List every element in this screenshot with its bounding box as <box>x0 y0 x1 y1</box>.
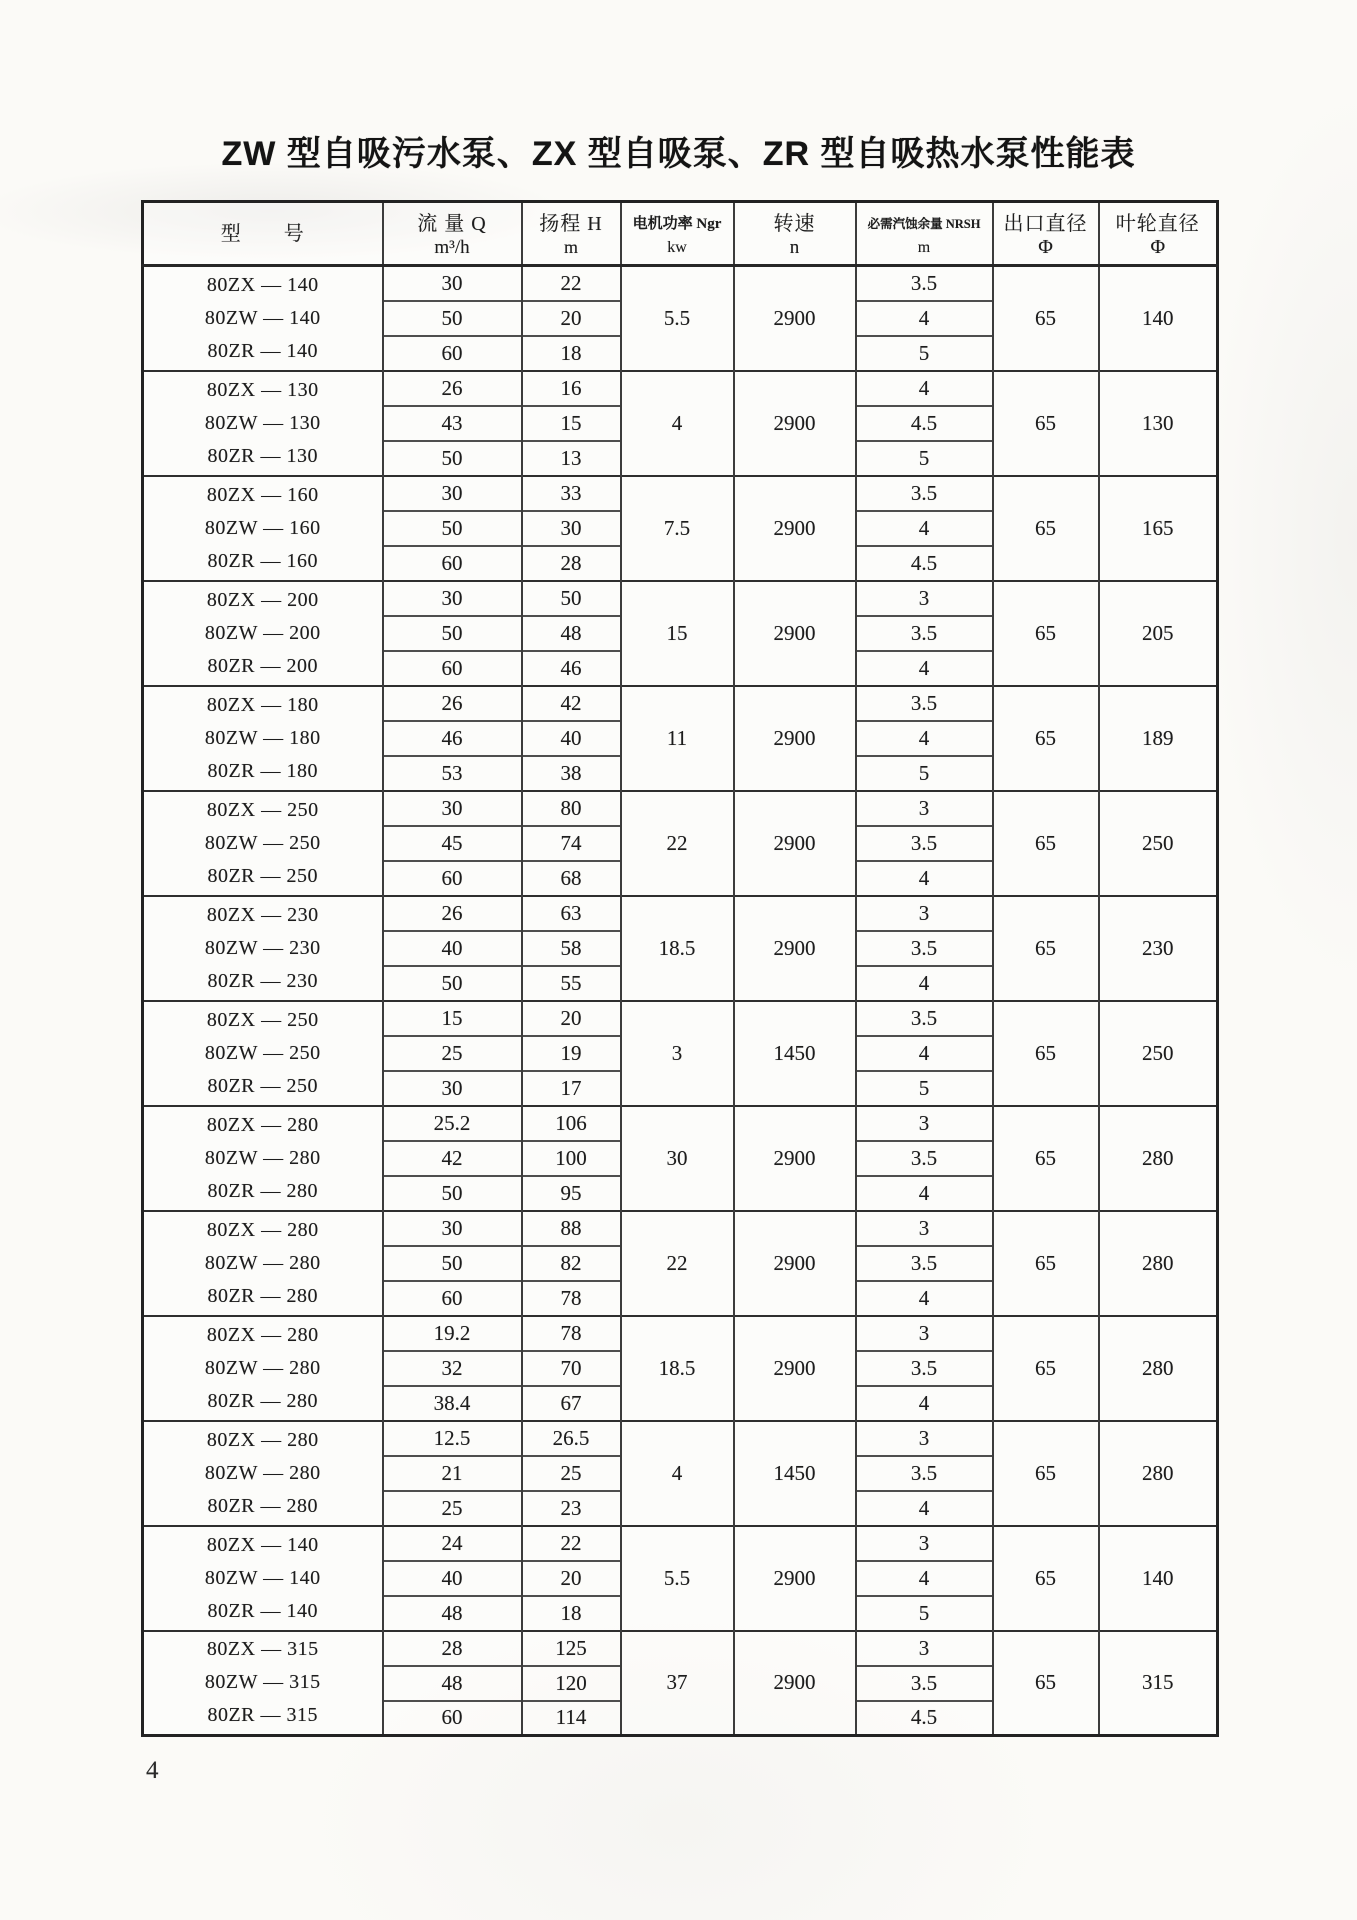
col-header-unit: kw <box>667 238 687 256</box>
npsh-value: 3.5 <box>856 931 993 966</box>
head-value: 78 <box>522 1316 621 1351</box>
col-header-outlet <box>993 202 1099 266</box>
model-cell <box>143 896 383 1001</box>
head-value: 33 <box>522 476 621 511</box>
model-name: 80ZR — 280 <box>207 1179 319 1202</box>
speed-value: 2900 <box>734 581 856 686</box>
model-name: 80ZX — 250 <box>206 798 319 821</box>
flow-value: 60 <box>383 651 522 686</box>
flow-value: 15 <box>383 1001 522 1036</box>
flow-value: 21 <box>383 1456 522 1491</box>
speed-value: 2900 <box>734 1316 856 1421</box>
flow-value: 50 <box>383 1176 522 1211</box>
npsh-value: 4 <box>856 1491 993 1526</box>
table-row <box>143 371 1218 406</box>
impeller-diameter-value: 280 <box>1099 1421 1218 1526</box>
head-value: 23 <box>522 1491 621 1526</box>
impeller-diameter-value: 140 <box>1099 266 1218 371</box>
npsh-value: 3 <box>856 1211 993 1246</box>
model-name: 80ZW — 230 <box>204 936 321 959</box>
model-name: 80ZW — 280 <box>204 1251 321 1274</box>
col-header-head <box>522 202 621 266</box>
model-name: 80ZR — 140 <box>207 1599 319 1622</box>
head-value: 30 <box>522 511 621 546</box>
npsh-value: 4.5 <box>856 546 993 581</box>
speed-value: 2900 <box>734 476 856 581</box>
model-cell <box>143 266 383 371</box>
head-value: 67 <box>522 1386 621 1421</box>
page-title: ZW 型自吸污水泵、ZX 型自吸泵、ZR 型自吸热水泵性能表 <box>221 135 1136 173</box>
impeller-diameter-value: 189 <box>1099 686 1218 791</box>
head-value: 19 <box>522 1036 621 1071</box>
flow-value: 45 <box>383 826 522 861</box>
speed-value: 1450 <box>734 1421 856 1526</box>
npsh-value: 3 <box>856 1631 993 1666</box>
flow-value: 46 <box>383 721 522 756</box>
model-name: 80ZR — 140 <box>207 339 319 362</box>
npsh-value: 5 <box>856 441 993 476</box>
outlet-diameter-value: 65 <box>993 1211 1099 1316</box>
col-header-unit: m <box>917 238 931 256</box>
head-value: 28 <box>522 546 621 581</box>
npsh-value: 3 <box>856 1106 993 1141</box>
flow-value: 60 <box>383 336 522 371</box>
model-cell <box>143 686 383 791</box>
head-value: 106 <box>522 1106 621 1141</box>
outlet-diameter-value: 65 <box>993 371 1099 476</box>
speed-value: 2900 <box>734 1526 856 1631</box>
head-value: 74 <box>522 826 621 861</box>
npsh-value: 3.5 <box>856 1666 993 1701</box>
model-name: 80ZX — 130 <box>206 378 319 401</box>
npsh-value: 4 <box>856 1176 993 1211</box>
head-value: 114 <box>522 1701 621 1736</box>
outlet-diameter-value: 65 <box>993 1631 1099 1736</box>
table-row <box>143 1001 1218 1036</box>
head-value: 20 <box>522 1561 621 1596</box>
model-name: 80ZW — 315 <box>204 1671 321 1694</box>
speed-value: 2900 <box>734 896 856 1001</box>
model-name: 80ZR — 280 <box>207 1389 319 1412</box>
model-cell <box>143 1001 383 1106</box>
header-row <box>143 202 1218 266</box>
table-row <box>143 1631 1218 1666</box>
outlet-diameter-value: 65 <box>993 1316 1099 1421</box>
head-value: 25 <box>522 1456 621 1491</box>
model-name: 80ZR — 280 <box>207 1284 319 1307</box>
outlet-diameter-value: 65 <box>993 581 1099 686</box>
table-row <box>143 1211 1218 1246</box>
impeller-diameter-value: 230 <box>1099 896 1218 1001</box>
head-value: 17 <box>522 1071 621 1106</box>
head-value: 58 <box>522 931 621 966</box>
col-header-unit: Φ <box>1038 235 1053 258</box>
flow-value: 32 <box>383 1351 522 1386</box>
col-header-impeller <box>1099 202 1218 266</box>
model-name: 80ZR — 280 <box>207 1494 319 1517</box>
npsh-value: 3.5 <box>856 686 993 721</box>
col-header-label: 流 量 Q <box>417 212 487 235</box>
head-value: 95 <box>522 1176 621 1211</box>
power-value: 22 <box>621 1211 734 1316</box>
npsh-value: 3 <box>856 1316 993 1351</box>
model-cell <box>143 476 383 581</box>
model-name: 80ZW — 280 <box>204 1146 321 1169</box>
impeller-diameter-value: 280 <box>1099 1316 1218 1421</box>
model-name: 80ZW — 250 <box>204 1041 321 1064</box>
table-row <box>143 686 1218 721</box>
npsh-value: 3.5 <box>856 1351 993 1386</box>
flow-value: 60 <box>383 546 522 581</box>
model-name: 80ZR — 160 <box>207 549 319 572</box>
table-row <box>143 581 1218 616</box>
flow-value: 19.2 <box>383 1316 522 1351</box>
npsh-value: 5 <box>856 1071 993 1106</box>
table-row <box>143 1106 1218 1141</box>
outlet-diameter-value: 65 <box>993 1001 1099 1106</box>
col-header-label: 扬程 H <box>539 212 603 235</box>
table-row <box>143 791 1218 826</box>
head-value: 120 <box>522 1666 621 1701</box>
flow-value: 50 <box>383 301 522 336</box>
speed-value: 2900 <box>734 1211 856 1316</box>
flow-value: 48 <box>383 1596 522 1631</box>
col-header-label: 叶轮直径 <box>1115 212 1200 235</box>
power-value: 5.5 <box>621 1526 734 1631</box>
flow-value: 30 <box>383 791 522 826</box>
model-name: 80ZW — 140 <box>204 306 321 329</box>
flow-value: 50 <box>383 511 522 546</box>
power-value: 5.5 <box>621 266 734 371</box>
col-header-power <box>621 202 734 266</box>
power-value: 7.5 <box>621 476 734 581</box>
impeller-diameter-value: 140 <box>1099 1526 1218 1631</box>
model-name: 80ZW — 200 <box>204 621 321 644</box>
model-name: 80ZX — 250 <box>206 1008 319 1031</box>
flow-value: 50 <box>383 1246 522 1281</box>
flow-value: 40 <box>383 1561 522 1596</box>
impeller-diameter-value: 130 <box>1099 371 1218 476</box>
head-value: 20 <box>522 1001 621 1036</box>
col-header-unit: m³/h <box>434 236 470 258</box>
col-header-speed <box>734 202 856 266</box>
head-value: 26.5 <box>522 1421 621 1456</box>
flow-value: 30 <box>383 1071 522 1106</box>
head-value: 82 <box>522 1246 621 1281</box>
model-cell <box>143 581 383 686</box>
head-value: 20 <box>522 301 621 336</box>
outlet-diameter-value: 65 <box>993 1106 1099 1211</box>
head-value: 80 <box>522 791 621 826</box>
npsh-value: 3 <box>856 581 993 616</box>
model-name: 80ZR — 130 <box>207 444 319 467</box>
table-row <box>143 1526 1218 1561</box>
model-cell <box>143 371 383 476</box>
head-value: 70 <box>522 1351 621 1386</box>
npsh-value: 4 <box>856 1386 993 1421</box>
model-name: 80ZX — 280 <box>206 1113 319 1136</box>
outlet-diameter-value: 65 <box>993 1526 1099 1631</box>
npsh-value: 3 <box>856 1421 993 1456</box>
model-cell <box>143 1421 383 1526</box>
flow-value: 25 <box>383 1036 522 1071</box>
model-name: 80ZX — 280 <box>206 1218 319 1241</box>
npsh-value: 4 <box>856 721 993 756</box>
model-name: 80ZR — 315 <box>207 1704 319 1727</box>
col-header-label: 必需汽蚀余量 NRSH <box>867 216 981 231</box>
col-header-unit: n <box>789 236 800 258</box>
npsh-value: 3.5 <box>856 616 993 651</box>
head-value: 15 <box>522 406 621 441</box>
flow-value: 53 <box>383 756 522 791</box>
table-header <box>143 202 1218 266</box>
head-value: 38 <box>522 756 621 791</box>
npsh-value: 4 <box>856 966 993 1001</box>
power-value: 3 <box>621 1001 734 1106</box>
impeller-diameter-value: 165 <box>1099 476 1218 581</box>
model-cell <box>143 1631 383 1736</box>
model-name: 80ZR — 250 <box>207 1074 319 1097</box>
npsh-value: 5 <box>856 1596 993 1631</box>
npsh-value: 4 <box>856 1281 993 1316</box>
model-name: 80ZR — 180 <box>207 759 319 782</box>
col-header-unit: m <box>563 236 578 257</box>
head-value: 18 <box>522 1596 621 1631</box>
col-header-model <box>143 202 383 266</box>
impeller-diameter-value: 205 <box>1099 581 1218 686</box>
flow-value: 48 <box>383 1666 522 1701</box>
head-value: 16 <box>522 371 621 406</box>
flow-value: 28 <box>383 1631 522 1666</box>
col-header-unit: Φ <box>1150 235 1166 258</box>
table-row <box>143 896 1218 931</box>
head-value: 13 <box>522 441 621 476</box>
npsh-value: 5 <box>856 756 993 791</box>
head-value: 48 <box>522 616 621 651</box>
flow-value: 26 <box>383 371 522 406</box>
npsh-value: 4 <box>856 651 993 686</box>
flow-value: 38.4 <box>383 1386 522 1421</box>
model-name: 80ZX — 230 <box>206 903 319 926</box>
col-header-label: 出口直径 <box>1003 212 1088 235</box>
power-value: 4 <box>621 1421 734 1526</box>
head-value: 22 <box>522 266 621 301</box>
model-name: 80ZX — 280 <box>206 1323 319 1346</box>
model-cell <box>143 1526 383 1631</box>
npsh-value: 4.5 <box>856 406 993 441</box>
npsh-value: 3.5 <box>856 1246 993 1281</box>
speed-value: 2900 <box>734 266 856 371</box>
table-row <box>143 266 1218 301</box>
model-cell <box>143 1106 383 1211</box>
flow-value: 30 <box>383 581 522 616</box>
model-name: 80ZW — 130 <box>204 411 321 434</box>
npsh-value: 3 <box>856 791 993 826</box>
table-row <box>143 1421 1218 1456</box>
model-name: 80ZR — 250 <box>207 864 319 887</box>
npsh-value: 4 <box>856 511 993 546</box>
col-header-label: 电机功率 Ngr <box>632 215 722 232</box>
head-value: 125 <box>522 1631 621 1666</box>
model-name: 80ZW — 250 <box>204 831 321 854</box>
npsh-value: 4 <box>856 861 993 896</box>
head-value: 63 <box>522 896 621 931</box>
model-name: 80ZW — 140 <box>204 1566 321 1589</box>
head-value: 40 <box>522 721 621 756</box>
model-name: 80ZX — 140 <box>206 273 319 296</box>
model-name: 80ZX — 315 <box>206 1638 319 1661</box>
table-body <box>143 266 1218 1736</box>
head-value: 46 <box>522 651 621 686</box>
outlet-diameter-value: 65 <box>993 791 1099 896</box>
head-value: 22 <box>522 1526 621 1561</box>
model-cell <box>143 791 383 896</box>
model-name: 80ZX — 200 <box>206 588 319 611</box>
power-value: 18.5 <box>621 1316 734 1421</box>
model-name: 80ZW — 280 <box>204 1461 321 1484</box>
model-name: 80ZR — 200 <box>207 654 319 677</box>
flow-value: 50 <box>383 616 522 651</box>
head-value: 55 <box>522 966 621 1001</box>
col-header-flow <box>383 202 522 266</box>
speed-value: 2900 <box>734 371 856 476</box>
npsh-value: 3.5 <box>856 826 993 861</box>
power-value: 37 <box>621 1631 734 1736</box>
impeller-diameter-value: 250 <box>1099 1001 1218 1106</box>
npsh-value: 4 <box>856 371 993 406</box>
flow-value: 60 <box>383 1701 522 1736</box>
flow-value: 24 <box>383 1526 522 1561</box>
flow-value: 40 <box>383 931 522 966</box>
npsh-value: 3 <box>856 896 993 931</box>
head-value: 18 <box>522 336 621 371</box>
npsh-value: 3.5 <box>856 1001 993 1036</box>
model-name: 80ZX — 180 <box>206 693 319 716</box>
model-name: 80ZX — 140 <box>206 1533 319 1556</box>
impeller-diameter-value: 315 <box>1099 1631 1218 1736</box>
model-name: 80ZW — 280 <box>204 1356 321 1379</box>
npsh-value: 3.5 <box>856 266 993 301</box>
head-value: 78 <box>522 1281 621 1316</box>
head-value: 68 <box>522 861 621 896</box>
model-name: 80ZR — 230 <box>207 969 319 992</box>
npsh-value: 4 <box>856 301 993 336</box>
flow-value: 60 <box>383 1281 522 1316</box>
model-name: 80ZW — 180 <box>204 726 321 749</box>
flow-value: 25.2 <box>383 1106 522 1141</box>
model-name: 80ZW — 160 <box>204 516 321 539</box>
head-value: 100 <box>522 1141 621 1176</box>
col-header-label: 型 号 <box>220 223 305 245</box>
col-header-npsh <box>856 202 993 266</box>
outlet-diameter-value: 65 <box>993 476 1099 581</box>
npsh-value: 3.5 <box>856 1456 993 1491</box>
head-value: 88 <box>522 1211 621 1246</box>
outlet-diameter-value: 65 <box>993 1421 1099 1526</box>
power-value: 22 <box>621 791 734 896</box>
npsh-value: 4 <box>856 1561 993 1596</box>
speed-value: 2900 <box>734 791 856 896</box>
power-value: 15 <box>621 581 734 686</box>
flow-value: 25 <box>383 1491 522 1526</box>
model-cell <box>143 1211 383 1316</box>
model-cell <box>143 1316 383 1421</box>
speed-value: 2900 <box>734 1106 856 1211</box>
impeller-diameter-value: 280 <box>1099 1106 1218 1211</box>
speed-value: 1450 <box>734 1001 856 1106</box>
npsh-value: 5 <box>856 336 993 371</box>
impeller-diameter-value: 280 <box>1099 1211 1218 1316</box>
table-row <box>143 476 1218 511</box>
npsh-value: 3 <box>856 1526 993 1561</box>
power-value: 11 <box>621 686 734 791</box>
table-row <box>143 1316 1218 1351</box>
speed-value: 2900 <box>734 686 856 791</box>
speed-value: 2900 <box>734 1631 856 1736</box>
col-header-label: 转速 <box>773 212 816 235</box>
power-value: 30 <box>621 1106 734 1211</box>
flow-value: 30 <box>383 476 522 511</box>
model-name: 80ZX — 280 <box>206 1428 319 1451</box>
npsh-value: 3.5 <box>856 1141 993 1176</box>
outlet-diameter-value: 65 <box>993 896 1099 1001</box>
flow-value: 26 <box>383 686 522 721</box>
flow-value: 12.5 <box>383 1421 522 1456</box>
outlet-diameter-value: 65 <box>993 686 1099 791</box>
flow-value: 50 <box>383 441 522 476</box>
flow-value: 43 <box>383 406 522 441</box>
flow-value: 26 <box>383 896 522 931</box>
impeller-diameter-value: 250 <box>1099 791 1218 896</box>
head-value: 42 <box>522 686 621 721</box>
model-name: 80ZX — 160 <box>206 483 319 506</box>
performance-table <box>141 200 1219 1737</box>
flow-value: 30 <box>383 266 522 301</box>
flow-value: 30 <box>383 1211 522 1246</box>
head-value: 50 <box>522 581 621 616</box>
npsh-value: 3.5 <box>856 476 993 511</box>
flow-value: 60 <box>383 861 522 896</box>
flow-value: 42 <box>383 1141 522 1176</box>
page-number: 4 <box>146 1757 159 1784</box>
power-value: 18.5 <box>621 896 734 1001</box>
npsh-value: 4.5 <box>856 1701 993 1736</box>
power-value: 4 <box>621 371 734 476</box>
npsh-value: 4 <box>856 1036 993 1071</box>
flow-value: 50 <box>383 966 522 1001</box>
outlet-diameter-value: 65 <box>993 266 1099 371</box>
